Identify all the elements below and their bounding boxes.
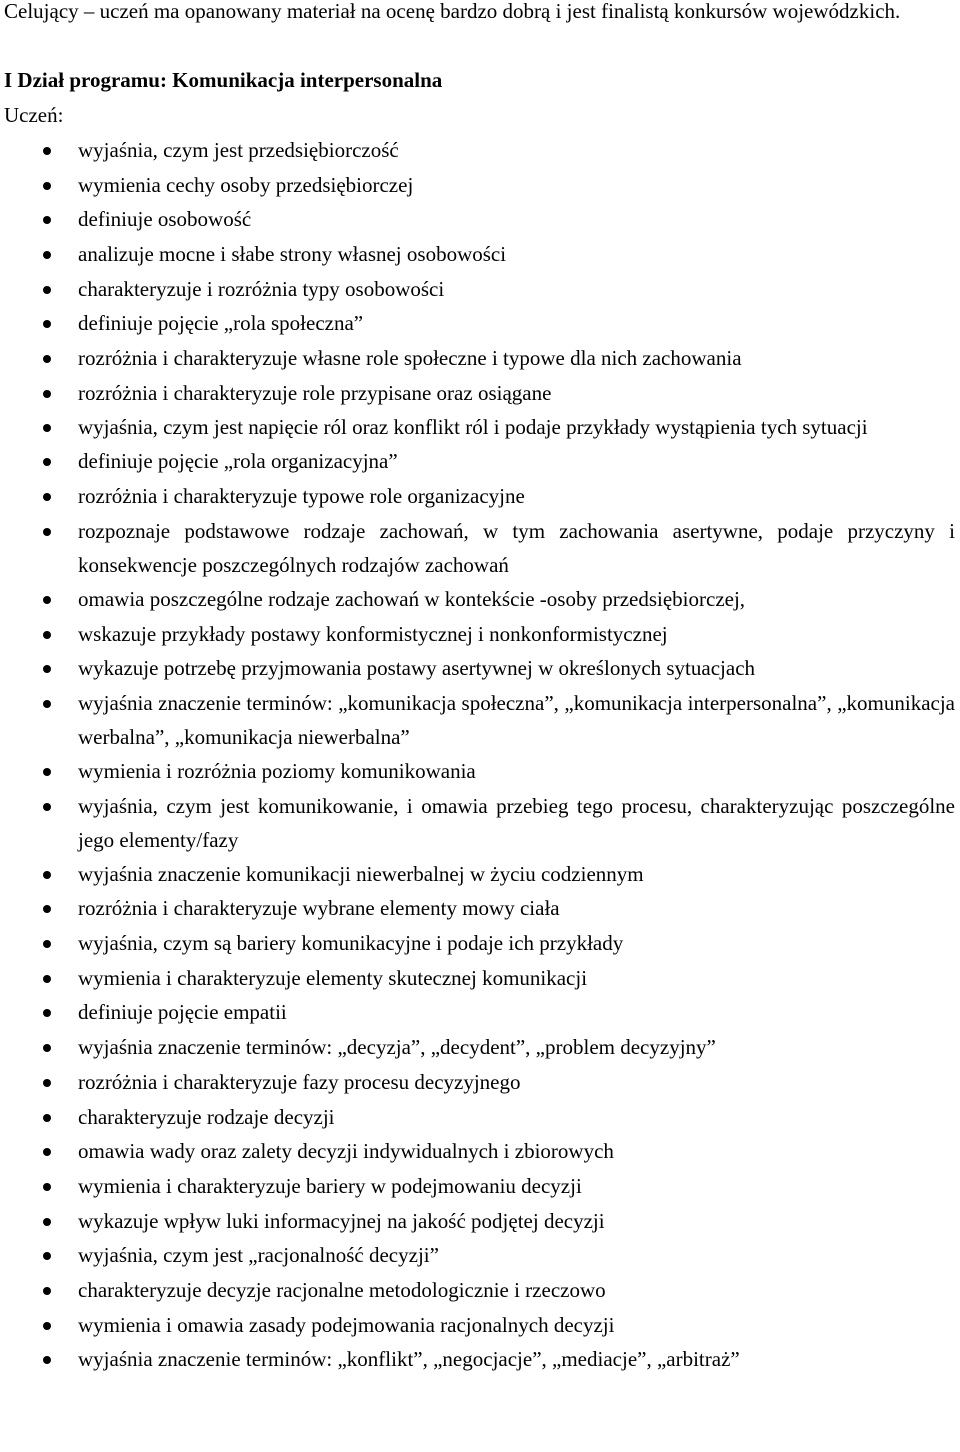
list-item-text: definiuje pojęcie „rola organizacyjna”: [78, 449, 398, 474]
list-item-text: analizuje mocne i słabe strony własnej osobowości: [78, 241, 507, 266]
list-item: [4, 1030, 955, 1065]
list-item-text: wymienia i charakteryzuje elementy skutecznej komunikacji: [78, 965, 588, 990]
list-item-text: omawia poszczególne rodzaje zachowań w kontekście -osoby przedsiębiorczej,: [78, 586, 746, 611]
bullet-icon: [43, 700, 51, 708]
list-item: [4, 582, 955, 617]
list-item-text: wskazuje przykłady postawy konformistycznej i nonkonformistycznej: [78, 621, 668, 646]
list-item-text: rozróżnia i charakteryzuje wybrane elementy mowy ciała: [78, 896, 560, 921]
bullet-icon: [43, 1322, 51, 1330]
list-item-text: wyjaśnia, czym są bariery komunikacyjne i podaje ich przykłady: [78, 931, 624, 956]
bullet-icon: [43, 286, 51, 294]
list-item: [4, 995, 955, 1030]
list-item: [4, 1065, 955, 1100]
subject-label: Uczeń:: [4, 103, 64, 128]
bullet-icon: [43, 355, 51, 363]
list-item: [4, 686, 955, 754]
bullet-icon: [43, 803, 51, 811]
list-item-text: omawia wady oraz zalety decyzji indywidualnych i zbiorowych: [78, 1139, 614, 1164]
list-item-text: wyjaśnia, czym jest przedsiębiorczość: [78, 137, 399, 162]
list-item: [4, 133, 955, 168]
section-title: I Dział programu: Komunikacja interpersonalna: [4, 68, 443, 93]
list-item: [4, 926, 955, 961]
bullet-icon: [43, 1287, 51, 1295]
bullet-icon: [43, 458, 51, 466]
list-item: [4, 1100, 955, 1135]
bullet-icon: [43, 424, 51, 432]
list-item: [4, 617, 955, 652]
list-item-text: rozpoznaje podstawowe rodzaje zachowań, w tym zachowania asertywne, podaje przyczyny i konsekwencje poszczególnych rodzajów zachowań: [78, 518, 955, 577]
list-item-text: charakteryzuje decyzje racjonalne metodologicznie i rzeczowo: [78, 1278, 606, 1303]
list-item-text: wymienia i rozróżnia poziomy komunikowania: [78, 758, 476, 783]
list-item: [4, 789, 955, 857]
list-item: [4, 202, 955, 237]
bullet-icon: [43, 596, 51, 604]
bullet-icon: [43, 1044, 51, 1052]
list-item: [4, 341, 955, 376]
list-item-text: wykazuje wpływ luki informacyjnej na jakość podjętej decyzji: [78, 1208, 605, 1233]
list-item-text: rozróżnia i charakteryzuje role przypisane oraz osiągane: [78, 380, 552, 405]
bullet-icon: [43, 320, 51, 328]
list-item: [4, 1308, 955, 1343]
list-item: [4, 306, 955, 341]
list-item-text: wykazuje potrzebę przyjmowania postawy asertywnej w określonych sytuacjach: [78, 656, 756, 681]
list-item: [4, 272, 955, 307]
list-item: [4, 891, 955, 926]
list-item-text: definiuje osobowość: [78, 207, 252, 232]
bullet-icon: [43, 975, 51, 983]
list-item: [4, 168, 955, 203]
list-item-text: wyjaśnia, czym jest komunikowanie, i omawia przebieg tego procesu, charakteryzując poszczególne jego elementy/fazy: [78, 793, 955, 852]
list-item-text: wyjaśnia, czym jest napięcie ról oraz konflikt ról i podaje przykłady wystąpienia tych sytuacji: [78, 415, 868, 440]
list-item-text: wymienia i charakteryzuje bariery w podejmowaniu decyzji: [78, 1173, 582, 1198]
requirements-list: [4, 133, 955, 1377]
list-item-text: rozróżnia i charakteryzuje typowe role organizacyjne: [78, 484, 525, 509]
list-item: [4, 1204, 955, 1239]
bullet-icon: [43, 631, 51, 639]
bullet-icon: [43, 905, 51, 913]
list-item-text: definiuje pojęcie empatii: [78, 1000, 287, 1025]
list-item: [4, 410, 955, 444]
list-item: [4, 857, 955, 892]
bullet-icon: [43, 1114, 51, 1122]
list-item-text: wyjaśnia znaczenie terminów: „komunikacja społeczna”, „komunikacja interpersonalna”, „komunikacja werbalna”, „komunikacja niewerbalna”: [78, 690, 955, 749]
bullet-icon: [43, 1218, 51, 1226]
intro-paragraph: Celujący – uczeń ma opanowany materiał na ocenę bardzo dobrą i jest finalistą konkursów wojewódzkich.: [4, 0, 901, 23]
list-item: [4, 1238, 955, 1273]
list-item: [4, 514, 955, 582]
list-item-text: charakteryzuje rodzaje decyzji: [78, 1104, 335, 1129]
list-item: [4, 651, 955, 686]
bullet-icon: [43, 528, 51, 536]
list-item-text: wyjaśnia znaczenie terminów: „decyzja”, „decydent”, „problem decyzyjny”: [78, 1035, 716, 1060]
bullet-icon: [43, 182, 51, 190]
list-item-text: wyjaśnia, czym jest „racjonalność decyzji”: [78, 1243, 439, 1268]
list-item-text: wymienia cechy osoby przedsiębiorczej: [78, 172, 414, 197]
bullet-icon: [43, 147, 51, 155]
bullet-icon: [43, 768, 51, 776]
list-item: [4, 479, 955, 514]
list-item-text: rozróżnia i charakteryzuje fazy procesu decyzyjnego: [78, 1069, 521, 1094]
list-item: [4, 961, 955, 996]
bullet-icon: [43, 1183, 51, 1191]
list-item-text: charakteryzuje i rozróżnia typy osobowości: [78, 276, 445, 301]
list-item-text: definiuje pojęcie „rola społeczna”: [78, 311, 364, 336]
spacer: [4, 29, 955, 64]
list-item: [4, 376, 955, 411]
bullet-icon: [43, 1252, 51, 1260]
list-item-text: rozróżnia i charakteryzuje własne role społeczne i typowe dla nich zachowania: [78, 346, 742, 371]
bullet-icon: [43, 1148, 51, 1156]
list-item-text: wyjaśnia znaczenie terminów: „konflikt”, „negocjacje”, „mediacje”, „arbitraż”: [78, 1347, 740, 1372]
list-item-text: wymienia i omawia zasady podejmowania racjonalnych decyzji: [78, 1312, 615, 1337]
list-item: [4, 237, 955, 272]
bullet-icon: [43, 251, 51, 259]
bullet-icon: [43, 940, 51, 948]
bullet-icon: [43, 1009, 51, 1017]
list-item: [4, 1273, 955, 1308]
list-item: [4, 1134, 955, 1169]
bullet-icon: [43, 1079, 51, 1087]
list-item: [4, 1342, 955, 1377]
list-item: [4, 1169, 955, 1204]
list-item: [4, 444, 955, 479]
bullet-icon: [43, 1356, 51, 1364]
bullet-icon: [43, 871, 51, 879]
bullet-icon: [43, 665, 51, 673]
bullet-icon: [43, 216, 51, 224]
bullet-icon: [43, 390, 51, 398]
list-item-text: wyjaśnia znaczenie komunikacji niewerbalnej w życiu codziennym: [78, 861, 644, 886]
bullet-icon: [43, 493, 51, 501]
list-item: [4, 754, 955, 789]
